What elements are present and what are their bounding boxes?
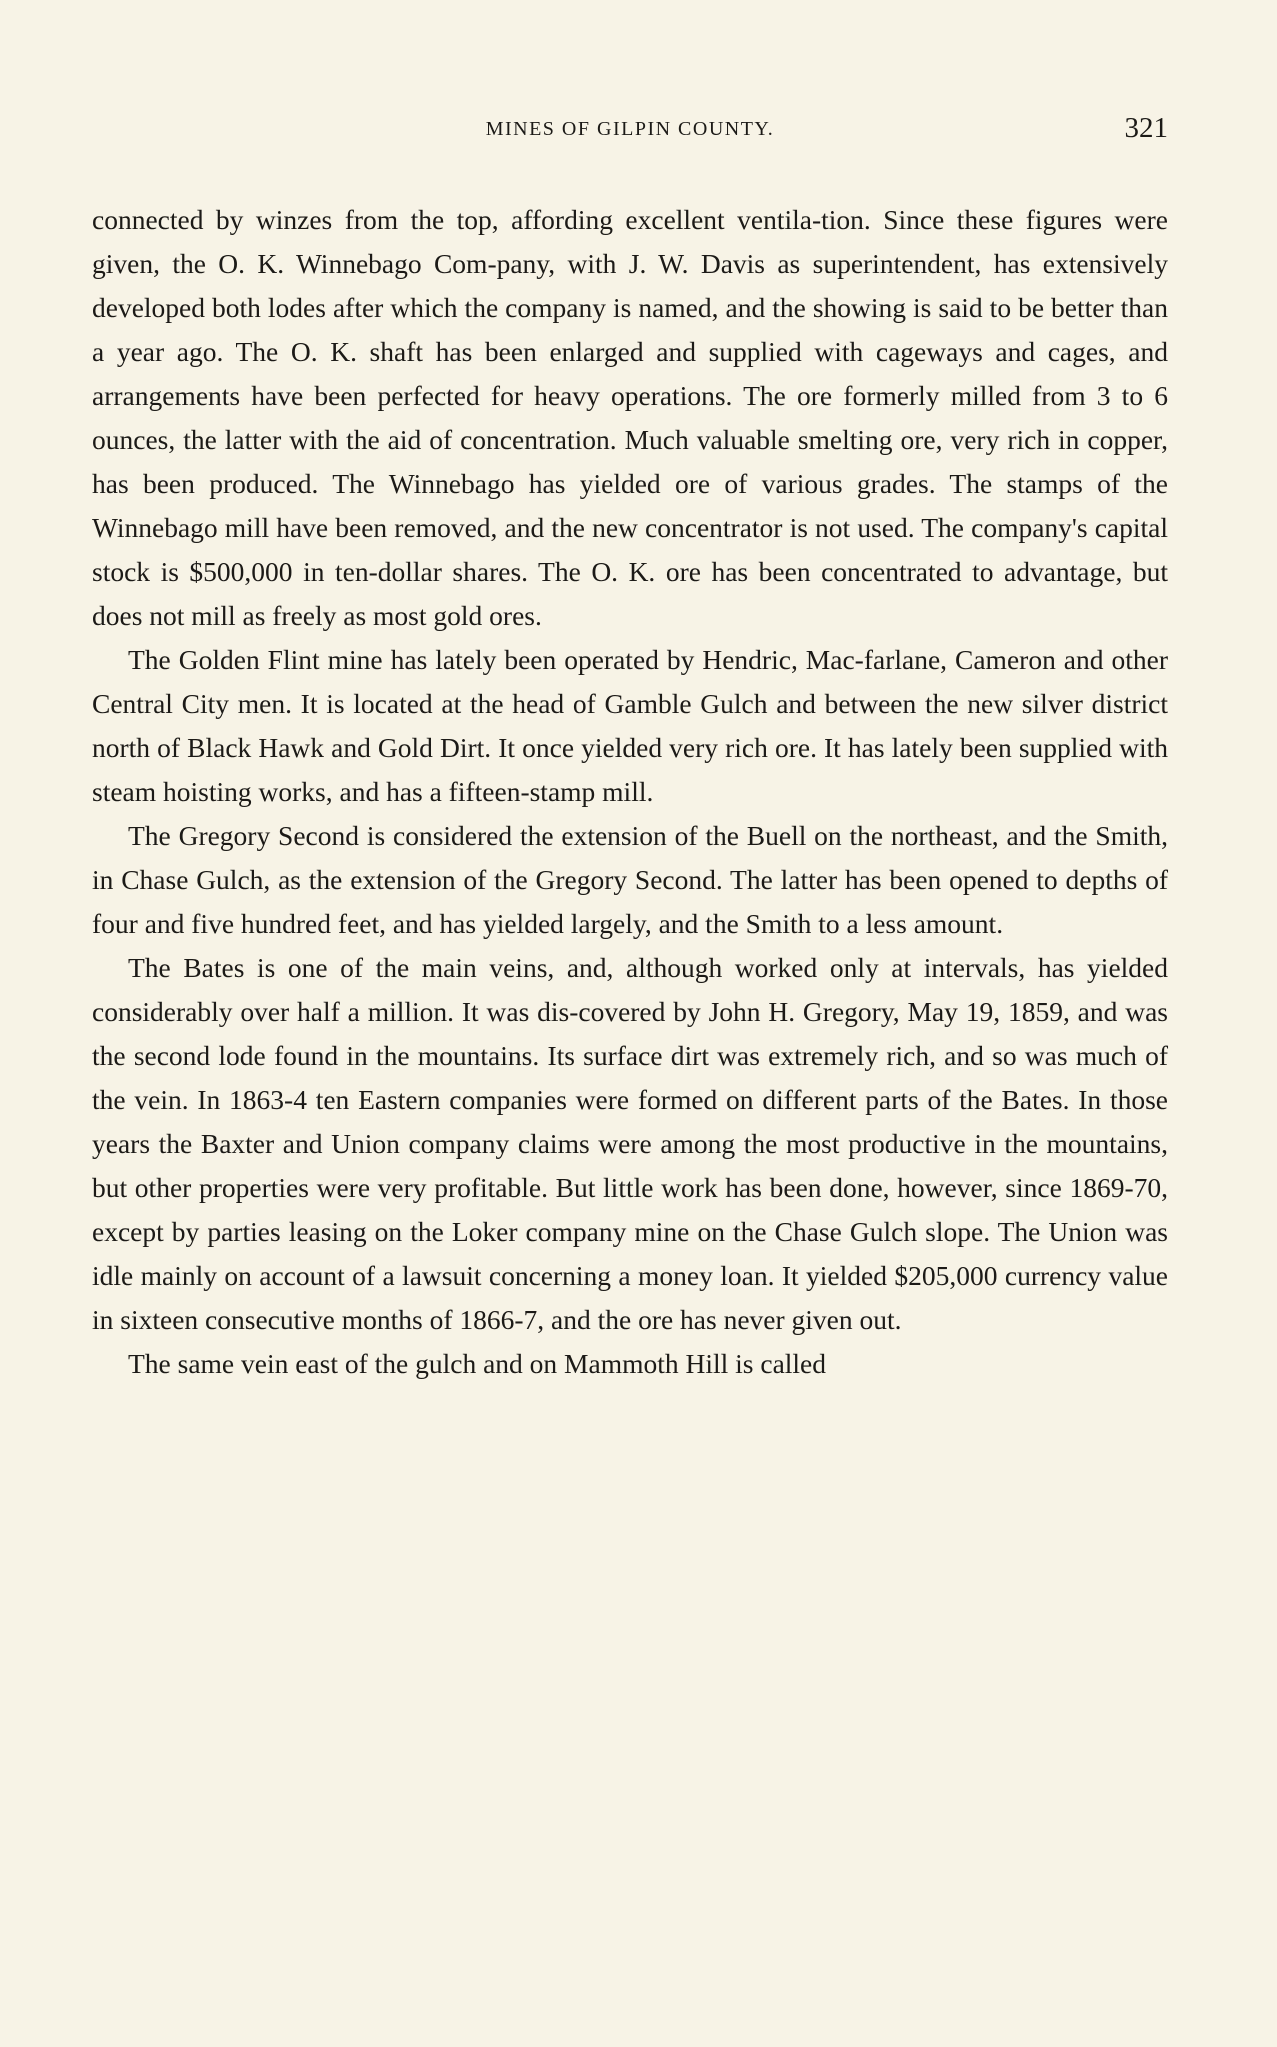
paragraph-bates: The Bates is one of the main veins, and, although worked only at intervals, has yielded considerably over half a million. It was dis-covered by John H. Gregory, May 19, 1859, and was the second lode found in the mountains. Its surface dirt was extremely rich, and so was much of the vein. In 1863-4 ten Eastern companies were formed on different parts of the Bates. In those years the Baxter and Union company claims were among the most productive in the mountains, but other properties were very profitable. But little work has been done, however, since 1869-70, except by parties leasing on the Loker company mine on the Chase Gulch slope. The Union was idle mainly on account of a lawsuit concerning a money loan. It yielded $205,000 currency value in sixteen consecutive months of 1866-7, and the ore has never given out. (92, 952, 1168, 1335)
page-header (92, 112, 1168, 152)
body-text (92, 198, 1168, 1386)
page-number: 321 (1124, 112, 1168, 144)
paragraph-ok-winnebago: connected by winzes from the top, affording excellent ventila-tion. Since these figures were given, the O. K. Winnebago Com-pany, with J. W. Davis as superintendent, has extensively developed both lodes after which the company is named, and the showing is said to be better than a year ago. The O. K. shaft has been enlarged and supplied with cageways and cages, and arrangements have been perfected for heavy operations. The ore formerly milled from 3 to 6 ounces, the latter with the aid of concentration. Much valuable smelting ore, very rich in copper, has been produced. The Winnebago has yielded ore of various grades. The stamps of the Winnebago mill have been removed, and the new concentrator is not used. The company's capital stock is $500,000 in ten-dollar shares. The O. K. ore has been concentrated to advantage, but does not mill as freely as most gold ores. (92, 204, 1168, 631)
paragraph-same-vein: The same vein east of the gulch and on Mammoth Hill is called (128, 1348, 827, 1379)
paragraph-gregory-second: The Gregory Second is considered the extension of the Buell on the northeast, and the Smith, in Chase Gulch, as the extension of the Gregory Second. The latter has been opened to depths of four and five hundred feet, and has yielded largely, and the Smith to a less amount. (92, 820, 1168, 939)
paragraph-golden-flint: The Golden Flint mine has lately been operated by Hendric, Mac-farlane, Cameron and other Central City men. It is located at the head of Gamble Gulch and between the new silver district north of Black Hawk and Gold Dirt. It once yielded very rich ore. It has lately been supplied with steam hoisting works, and has a fifteen-stamp mill. (92, 644, 1168, 807)
running-head: MINES OF GILPIN COUNTY. (485, 118, 775, 140)
